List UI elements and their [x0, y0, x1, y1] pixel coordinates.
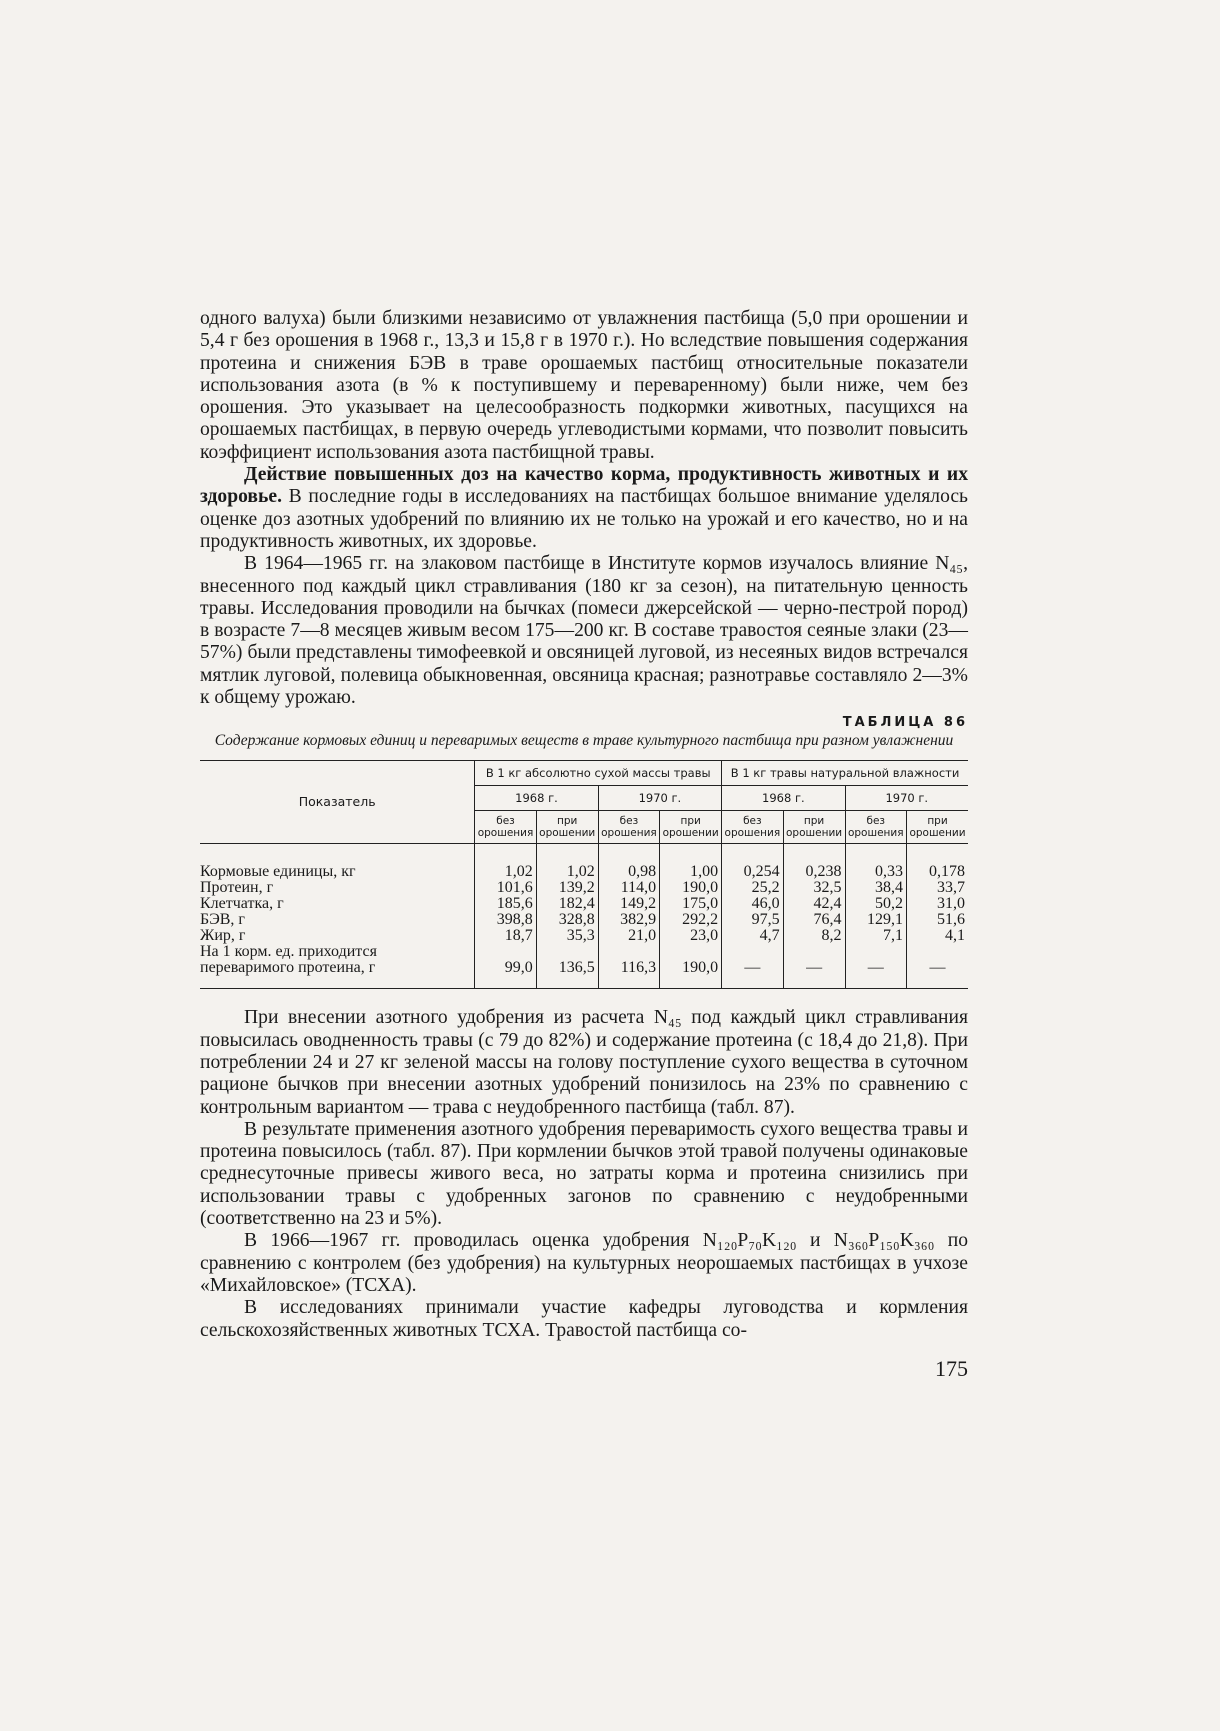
table-row [200, 912, 968, 928]
table-cell: 7,1 [845, 928, 906, 944]
col-group-dry: В 1 кг абсолютно сухой массы травы [475, 761, 722, 786]
table-row [200, 880, 968, 896]
col-sub: при орошении [907, 811, 969, 844]
table-cell: 46,0 [722, 896, 783, 912]
col-year: 1970 г. [598, 786, 721, 811]
table-cell: 4,1 [907, 928, 969, 944]
row-label: Протеин, г [200, 879, 274, 897]
col-sub: при орошении [660, 811, 722, 844]
table-cell: 99,0 [475, 944, 536, 989]
col-sub: без орошения [722, 811, 783, 844]
page-number: 175 [935, 1355, 968, 1381]
col-year: 1970 г. [845, 786, 968, 811]
table-cell: 21,0 [598, 928, 659, 944]
table-cell: 149,2 [598, 896, 659, 912]
table-cell: 101,6 [475, 880, 536, 896]
table-cell: 1,02 [536, 844, 598, 881]
row-label: БЭВ, г [200, 911, 245, 929]
table-cell: 4,7 [722, 928, 783, 944]
page-content [200, 308, 968, 1381]
paragraph: В исследованиях принимали участие кафедры луговодства и кормления сельскохозяйственных животных ТСХА. Травостой пастбища со- [200, 1297, 968, 1341]
table-cell: 38,4 [845, 880, 906, 896]
table-cell: 182,4 [536, 896, 598, 912]
col-group-natural: В 1 кг травы натуральной влажности [722, 761, 968, 786]
row-label: Кормовые единицы, кг [200, 863, 356, 881]
paragraph: В 1964—1965 гг. на злаковом пастбище в Институте кормов изучалось влияние N₄₅, внесенного под каждый цикл стравливания (180 кг за сезон), на питательную ценность травы. Исследования проводили на бычках (помеси джерсейской — черно-пестрой пород) в возрасте 7—8 месяцев живым весом 175—200 кг. В составе травостоя сеяные злаки (23—57%) были представлены тимофеевкой и овсяницей луговой, из несеяных видов встречался мятлик луговой, полевица обыкновенная, овсяница красная; разнотравье составляло 2—3% к общему урожаю. [200, 553, 968, 709]
table-cell: 35,3 [536, 928, 598, 944]
row-label: Клетчатка, г [200, 895, 284, 913]
section-text: В последние годы в исследованиях на пастбищах большое внимание уделялось оценке доз азотных удобрений по влиянию их не только на урожай и его качество, но и на продуктивность животных, их здоровье. [200, 486, 968, 552]
table-cell: 0,254 [722, 844, 783, 881]
table-cell: 139,2 [536, 880, 598, 896]
table-cell: 382,9 [598, 912, 659, 928]
table-cell: 42,4 [783, 896, 845, 912]
table-row [200, 928, 968, 944]
col-sub: без орошения [845, 811, 906, 844]
row-label: На 1 корм. ед. приходится переваримого протеина, г [200, 943, 377, 977]
table-row [200, 896, 968, 912]
section-heading: Действие повышенных доз на качество корма, продуктивность животных и их здоровье. [200, 464, 968, 508]
paragraph: В результате применения азотного удобрения переваримость сухого вещества травы и протеина повысилось (табл. 87). При кормлении бычков этой травой получены одинаковые среднесуточные привесы живого веса, но затраты корма и протеина снизились при использовании травы с удобренных загонов по сравнению с неудобренными (соответственно на 23 и 5%). [200, 1118, 968, 1230]
data-table [200, 760, 968, 989]
table-cell: 398,8 [475, 912, 536, 928]
table-cell: 0,33 [845, 844, 906, 881]
col-sub: без орошения [598, 811, 659, 844]
table-cell: 32,5 [783, 880, 845, 896]
table-cell: 51,6 [907, 912, 969, 928]
paragraph: одного валуха) были близкими независимо от увлажнения пастбища (5,0 при орошении и 5,4 г без орошения в 1968 г., 13,3 и 15,8 г в 1970 г.). Но вследствие повышения содержания протеина и снижения БЭВ в траве орошаемых пастбищ относительные показатели использования азота (в % к поступившему и переваренному) были ниже, чем без орошения. Это указывает на целесообразность подкормки животных, пасущихся на орошаемых пастбищах, в первую очередь углеводистыми кормами, что позволит повысить коэффициент использования азота пастбищной травы. [200, 308, 968, 463]
table-cell: 190,0 [660, 944, 722, 989]
table-cell: 31,0 [907, 896, 969, 912]
col-sub: при орошении [536, 811, 598, 844]
table-cell: 136,5 [536, 944, 598, 989]
table-cell: 0,98 [598, 844, 659, 881]
table-row [200, 944, 968, 989]
table-cell: 18,7 [475, 928, 536, 944]
paragraph: В 1966—1967 гг. проводилась оценка удобрения N₁₂₀P₇₀K₁₂₀ и N₃₆₀P₁₅₀K₃₆₀ по сравнению с контролем (без удобрения) на культурных неорошаемых пастбищах в учхозе «Михайловское» (ТСХА). [200, 1230, 968, 1296]
table-cell: 175,0 [660, 896, 722, 912]
table-cell: 8,2 [783, 928, 845, 944]
table-body [200, 844, 968, 989]
table-cell: 185,6 [475, 896, 536, 912]
table-cell: 0,238 [783, 844, 845, 881]
col-year: 1968 г. [722, 786, 845, 811]
section-paragraph [200, 464, 968, 553]
table-row [200, 844, 968, 881]
table-cell: 129,1 [845, 912, 906, 928]
table-cell: 328,8 [536, 912, 598, 928]
table-cell: 116,3 [598, 944, 659, 989]
table-cell: 1,02 [475, 844, 536, 881]
table-cell: 76,4 [783, 912, 845, 928]
paragraph: При внесении азотного удобрения из расчета N₄₅ под каждый цикл стравливания повысилась оводненность травы (с 79 до 82%) и содержание протеина (с 18,4 до 21,8). При потреблении 24 и 27 кг зеленой массы на голову поступление сухого вещества в суточном рационе бычков при внесении азотных удобрений понизилось на 23% по сравнению с контрольным вариантом — трава с неудобренного пастбища (табл. 87). [200, 1007, 968, 1118]
table-cell: 292,2 [660, 912, 722, 928]
table-cell: 23,0 [660, 928, 722, 944]
table-cell: — [783, 944, 845, 989]
table-caption: Содержание кормовых единиц и переваримых веществ в траве культурного пастбища при разном увлажнении [214, 732, 954, 750]
table-cell: 25,2 [722, 880, 783, 896]
col-sub: при орошении [783, 811, 845, 844]
table-cell: — [845, 944, 906, 989]
table-cell: 97,5 [722, 912, 783, 928]
table-cell: 114,0 [598, 880, 659, 896]
table-cell: 190,0 [660, 880, 722, 896]
row-label: Жир, г [200, 927, 246, 945]
col-header-indicator: Показатель [200, 761, 475, 844]
col-sub: без орошения [475, 811, 536, 844]
table-cell: 1,00 [660, 844, 722, 881]
table-cell: 50,2 [845, 896, 906, 912]
table-cell: — [722, 944, 783, 989]
table-cell: 0,178 [907, 844, 969, 881]
col-year: 1968 г. [475, 786, 598, 811]
table-cell: — [907, 944, 969, 989]
table-cell: 33,7 [907, 880, 969, 896]
table-label: ТАБЛИЦА 86 [842, 715, 968, 731]
